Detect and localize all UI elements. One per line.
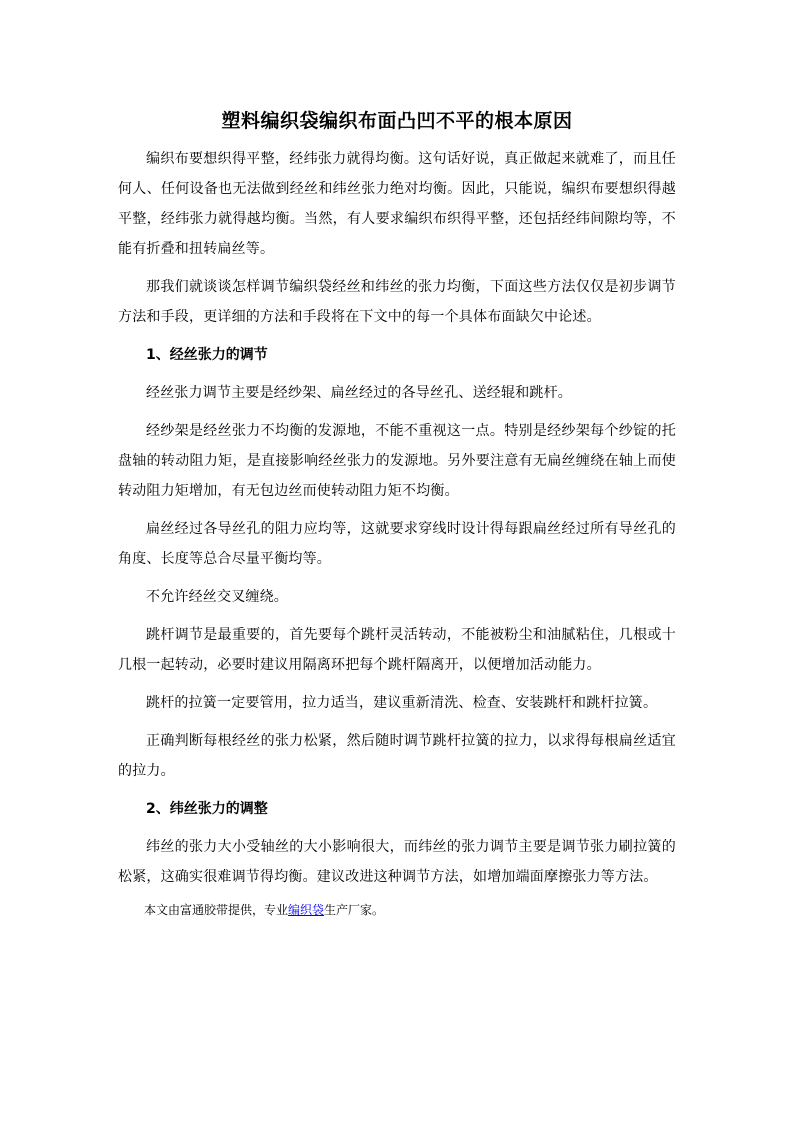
- page-title: 塑料编织袋编织布面凸凹不平的根本原因: [221, 110, 573, 132]
- paragraph-warp-main: 经丝张力调节主要是经纱架、扁丝经过的各导丝孔、送经辊和跳杆。: [146, 385, 572, 401]
- source-note-suffix: 生产厂家。: [324, 903, 385, 917]
- paragraph-no-crossing: 不允许经丝交叉缠绕。: [146, 589, 288, 605]
- section-heading-weft-tension: 2、纬丝张力的调整: [146, 801, 268, 817]
- paragraph-judge-tension: 正确判断每根经丝的张力松紧，然后随时调节跳杆拉簧的拉力，以求得每根扁丝适宜的拉力。: [118, 733, 676, 779]
- document-page: [118, 108, 676, 920]
- woven-bag-link[interactable]: 编织袋: [288, 903, 325, 917]
- paragraph-intro: 编织布要想织得平整，经纬张力就得均衡。这句话好说，真正做起来就难了，而且任何人、任何设备也无法做到经丝和纬丝张力绝对均衡。因此，只能说，编织布要想织得越平整，经纬张力就得越均衡。当然，有人要求编织布织得平整，还包括经纬间隙均等，不能有折叠和扭转扁丝等。: [118, 151, 676, 257]
- paragraph-overview: 那我们就谈谈怎样调节编织袋经丝和纬丝的张力均衡，下面这些方法仅仅是初步调节方法和手段，更详细的方法和手段将在下文中的每一个具体布面缺欠中论述。: [118, 279, 676, 325]
- source-note-prefix: 本文由富通胶带提供，专业: [144, 903, 289, 917]
- paragraph-spring: 跳杆的拉簧一定要管用，拉力适当，建议重新清洗、检查、安装跳杆和跳杆拉簧。: [146, 695, 658, 711]
- paragraph-jump-rod: 跳杆调节是最重要的，首先要每个跳杆灵活转动，不能被粉尘和油腻粘住，几根或十几根一起转动，必要时建议用隔离环把每个跳杆隔离开，以便增加活动能力。: [118, 627, 676, 673]
- source-note: [144, 900, 676, 920]
- section-heading-warp-tension: 1、经丝张力的调节: [146, 347, 268, 363]
- paragraph-warp-creel: 经纱架是经丝张力不均衡的发源地，不能不重视这一点。特别是经纱架每个纱锭的托盘轴的转动阻力矩，是直接影响经丝张力的发源地。另外要注意有无扁丝缠绕在轴上而使转动阻力矩增加，有无包边丝而使转动阻力矩不均衡。: [118, 423, 676, 499]
- paragraph-weft-main: 纬丝的张力大小受轴丝的大小影响很大，而纬丝的张力调节主要是调节张力刷拉簧的松紧，这确实很难调节得均衡。建议改进这种调节方法，如增加端面摩擦张力等方法。: [118, 839, 676, 885]
- paragraph-guide-holes: 扁丝经过各导丝孔的阻力应均等，这就要求穿线时设计得每跟扁丝经过所有导丝孔的角度、长度等总合尽量平衡均等。: [118, 521, 676, 567]
